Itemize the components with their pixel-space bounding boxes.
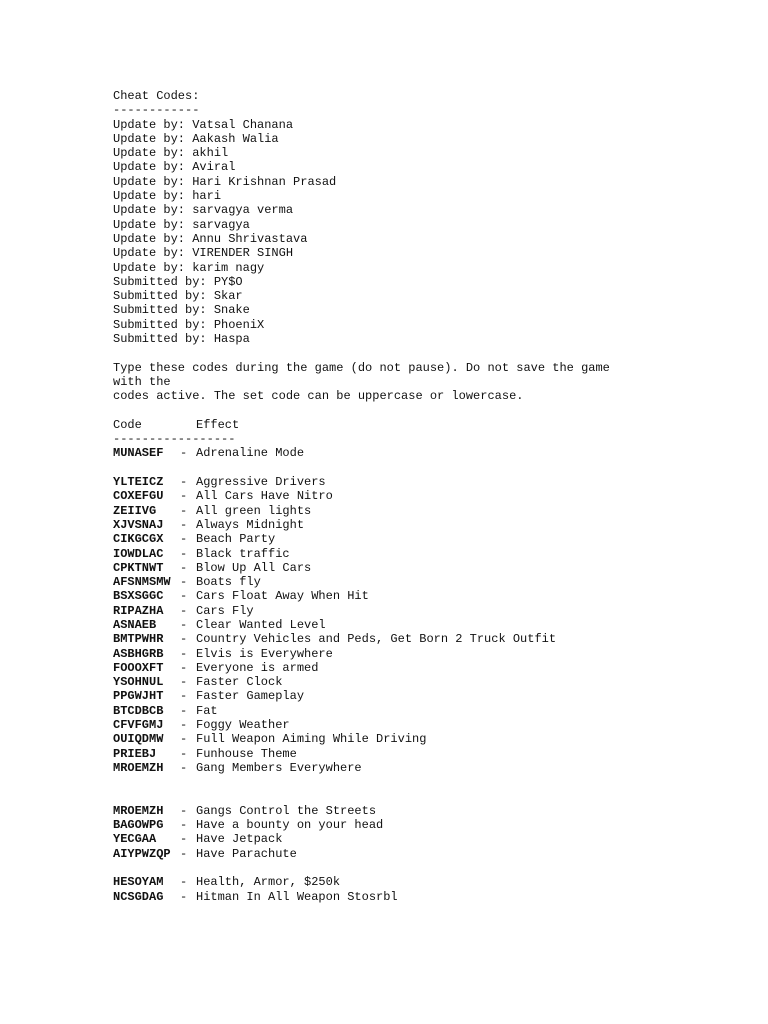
separator-dash: -: [180, 503, 188, 518]
column-header-effect: Effect: [196, 417, 240, 432]
instruction-line: Type these codes during the game (do not pause). Do not save the game: [113, 360, 610, 375]
cheat-code-document: [113, 89, 673, 904]
credit-line: [113, 232, 673, 246]
credit-line: [113, 289, 673, 303]
cheat-effect: Gangs Control the Streets: [196, 803, 377, 818]
separator-dash: -: [180, 889, 188, 904]
cheat-code: ASNAEB: [113, 617, 157, 632]
credit-name: PY$O: [213, 274, 243, 289]
credit-prefix: Submitted by:: [113, 289, 207, 304]
cheat-effect: Boats fly: [196, 575, 261, 590]
credit-line: [113, 175, 673, 189]
cheat-code: XJVSNAJ: [113, 517, 164, 532]
credit-line: [113, 146, 673, 160]
column-header-code: Code: [113, 417, 142, 432]
credit-prefix: Update by:: [113, 189, 186, 204]
credit-line: [113, 160, 673, 174]
cheat-effect: Country Vehicles and Peds, Get Born 2 Truck Outfit: [196, 632, 557, 647]
cheat-effect: Always Midnight: [196, 517, 305, 532]
credit-prefix: Update by:: [113, 174, 186, 189]
credit-name: Vatsal Chanana: [192, 117, 294, 132]
cheat-effect: Aggressive Drivers: [196, 475, 326, 490]
cheat-effect: Foggy Weather: [196, 718, 290, 733]
cheat-code: FOOOXFT: [113, 660, 164, 675]
credit-name: Skar: [213, 289, 243, 304]
cheat-code-row: [113, 632, 673, 646]
cheat-effect: Clear Wanted Level: [196, 617, 326, 632]
separator-dash: -: [180, 517, 188, 532]
spacer: [113, 461, 673, 475]
cheat-code: AIYPWZQP: [113, 846, 171, 861]
cheat-codes-table: [113, 446, 673, 904]
credit-line: [113, 303, 673, 317]
cheat-effect: Cars Float Away When Hit: [196, 589, 369, 604]
credit-line: [113, 132, 673, 146]
credit-name: Haspa: [213, 332, 250, 347]
instruction-line: codes active. The set code can be uppercase or lowercase.: [113, 389, 524, 404]
separator-dash: -: [180, 675, 188, 690]
cheat-code: OUIQDMW: [113, 732, 164, 747]
cheat-code-row: [113, 875, 673, 889]
cheat-code-row: [113, 732, 673, 746]
credit-name: Annu Shrivastava: [192, 231, 308, 246]
cheat-effect: Have Parachute: [196, 846, 297, 861]
separator-dash: -: [180, 446, 188, 461]
separator-dash: -: [180, 703, 188, 718]
cheat-effect: Faster Gameplay: [196, 689, 305, 704]
cheat-code: MUNASEF: [113, 446, 164, 461]
cheat-code: BSXSGGC: [113, 589, 164, 604]
cheat-code: ZEIIVG: [113, 503, 157, 518]
code-group: [113, 475, 673, 775]
credit-line: [113, 318, 673, 332]
cheat-effect: Full Weapon Aiming While Driving: [196, 732, 427, 747]
cheat-code-row: [113, 475, 673, 489]
code-group: [113, 804, 673, 861]
title-underline: ------------: [113, 103, 200, 118]
cheat-code-row: [113, 747, 673, 761]
separator-dash: -: [180, 732, 188, 747]
credit-prefix: Update by:: [113, 117, 186, 132]
credit-name: Hari Krishnan Prasad: [192, 174, 337, 189]
credit-prefix: Update by:: [113, 131, 186, 146]
cheat-code-row: [113, 618, 673, 632]
credit-name: hari: [192, 189, 222, 204]
cheat-code-row: [113, 532, 673, 546]
separator-dash: -: [180, 718, 188, 733]
credit-line: [113, 246, 673, 260]
cheat-code-row: [113, 818, 673, 832]
cheat-effect: Hitman In All Weapon Stosrbl: [196, 889, 398, 904]
credit-name: akhil: [192, 146, 229, 161]
cheat-code: YSOHNUL: [113, 675, 164, 690]
credit-prefix: Update by:: [113, 246, 186, 261]
credit-name: karim nagy: [192, 260, 265, 275]
cheat-code-row: [113, 704, 673, 718]
cheat-code-row: [113, 761, 673, 775]
cheat-effect: All green lights: [196, 503, 312, 518]
separator-dash: -: [180, 646, 188, 661]
cheat-code-row: [113, 718, 673, 732]
credit-prefix: Submitted by:: [113, 274, 207, 289]
credit-prefix: Submitted by:: [113, 332, 207, 347]
credit-line: [113, 218, 673, 232]
cheat-code: NCSGDAG: [113, 889, 164, 904]
separator-dash: -: [180, 560, 188, 575]
cheat-code-row: [113, 675, 673, 689]
credit-line: [113, 203, 673, 217]
cheat-code-row: [113, 518, 673, 532]
separator-dash: -: [180, 660, 188, 675]
cheat-code-row: [113, 446, 673, 460]
cheat-code: MROEMZH: [113, 760, 164, 775]
table-header-rule: -----------------: [113, 432, 236, 447]
cheat-code: IOWDLAC: [113, 546, 164, 561]
credit-name: PhoeniX: [213, 317, 265, 332]
cheat-effect: Have Jetpack: [196, 832, 283, 847]
credit-prefix: Submitted by:: [113, 303, 207, 318]
separator-dash: -: [180, 803, 188, 818]
cheat-effect: Fat: [196, 703, 218, 718]
credit-prefix: Update by:: [113, 203, 186, 218]
cheat-code: BAGOWPG: [113, 818, 164, 833]
cheat-effect: Black traffic: [196, 546, 290, 561]
separator-dash: -: [180, 832, 188, 847]
credit-line: [113, 189, 673, 203]
separator-dash: -: [180, 603, 188, 618]
credit-name: sarvagya: [192, 217, 250, 232]
credit-prefix: Submitted by:: [113, 317, 207, 332]
credit-prefix: Update by:: [113, 260, 186, 275]
cheat-effect: Health, Armor, $250k: [196, 875, 341, 890]
cheat-effect: Elvis is Everywhere: [196, 646, 333, 661]
credit-prefix: Update by:: [113, 231, 186, 246]
cheat-code-row: [113, 589, 673, 603]
separator-dash: -: [180, 546, 188, 561]
credit-line: [113, 332, 673, 346]
cheat-code: COXEFGU: [113, 489, 164, 504]
cheat-code-row: [113, 547, 673, 561]
code-group: [113, 446, 673, 460]
cheat-effect: Adrenaline Mode: [196, 446, 305, 461]
table-header: [113, 418, 673, 432]
code-group: [113, 875, 673, 904]
cheat-effect: Blow Up All Cars: [196, 560, 312, 575]
cheat-code: BTCDBCB: [113, 703, 164, 718]
credit-name: Aviral: [192, 160, 236, 175]
spacer: [113, 346, 673, 360]
cheat-effect: Cars Fly: [196, 603, 254, 618]
cheat-effect: Faster Clock: [196, 675, 283, 690]
cheat-code-row: [113, 832, 673, 846]
credit-line: [113, 118, 673, 132]
cheat-code-row: [113, 890, 673, 904]
cheat-effect: All Cars Have Nitro: [196, 489, 333, 504]
cheat-code-row: [113, 847, 673, 861]
cheat-code: YECGAA: [113, 832, 157, 847]
cheat-code-row: [113, 604, 673, 618]
separator-dash: -: [180, 575, 188, 590]
credit-name: Snake: [213, 303, 250, 318]
cheat-effect: Everyone is armed: [196, 660, 319, 675]
separator-dash: -: [180, 475, 188, 490]
cheat-code-row: [113, 647, 673, 661]
cheat-code: PRIEBJ: [113, 746, 157, 761]
credit-name: Aakash Walia: [192, 131, 279, 146]
credit-prefix: Update by:: [113, 160, 186, 175]
cheat-effect: Funhouse Theme: [196, 746, 297, 761]
cheat-code-row: [113, 561, 673, 575]
spacer: [113, 775, 673, 804]
cheat-code-row: [113, 689, 673, 703]
separator-dash: -: [180, 875, 188, 890]
cheat-code: CPKTNWT: [113, 560, 164, 575]
cheat-code: BMTPWHR: [113, 632, 164, 647]
cheat-code: ASBHGRB: [113, 646, 164, 661]
separator-dash: -: [180, 760, 188, 775]
cheat-code: PPGWJHT: [113, 689, 164, 704]
credit-line: [113, 275, 673, 289]
spacer: [113, 404, 673, 418]
separator-dash: -: [180, 489, 188, 504]
cheat-code-row: [113, 504, 673, 518]
cheat-code: CIKGCGX: [113, 532, 164, 547]
cheat-code-row: [113, 661, 673, 675]
cheat-effect: Beach Party: [196, 532, 276, 547]
separator-dash: -: [180, 589, 188, 604]
credit-prefix: Update by:: [113, 217, 186, 232]
separator-dash: -: [180, 617, 188, 632]
cheat-code: HESOYAM: [113, 875, 164, 890]
separator-dash: -: [180, 818, 188, 833]
cheat-code: YLTEICZ: [113, 475, 164, 490]
instruction-line: with the: [113, 374, 171, 389]
cheat-code: AFSNMSMW: [113, 575, 171, 590]
cheat-code-row: [113, 575, 673, 589]
spacer: [113, 861, 673, 875]
cheat-code: RIPAZHA: [113, 603, 164, 618]
instructions-paragraph: [113, 361, 673, 404]
separator-dash: -: [180, 532, 188, 547]
cheat-effect: Have a bounty on your head: [196, 818, 384, 833]
credit-line: [113, 261, 673, 275]
credit-name: VIRENDER SINGH: [192, 246, 294, 261]
cheat-effect: Gang Members Everywhere: [196, 760, 362, 775]
cheat-code: CFVFGMJ: [113, 718, 164, 733]
cheat-code-row: [113, 804, 673, 818]
credit-name: sarvagya verma: [192, 203, 294, 218]
separator-dash: -: [180, 746, 188, 761]
separator-dash: -: [180, 846, 188, 861]
separator-dash: -: [180, 632, 188, 647]
separator-dash: -: [180, 689, 188, 704]
credits-list: [113, 118, 673, 347]
credit-prefix: Update by:: [113, 146, 186, 161]
cheat-code: MROEMZH: [113, 803, 164, 818]
cheat-code-row: [113, 489, 673, 503]
document-title: Cheat Codes:: [113, 89, 200, 103]
